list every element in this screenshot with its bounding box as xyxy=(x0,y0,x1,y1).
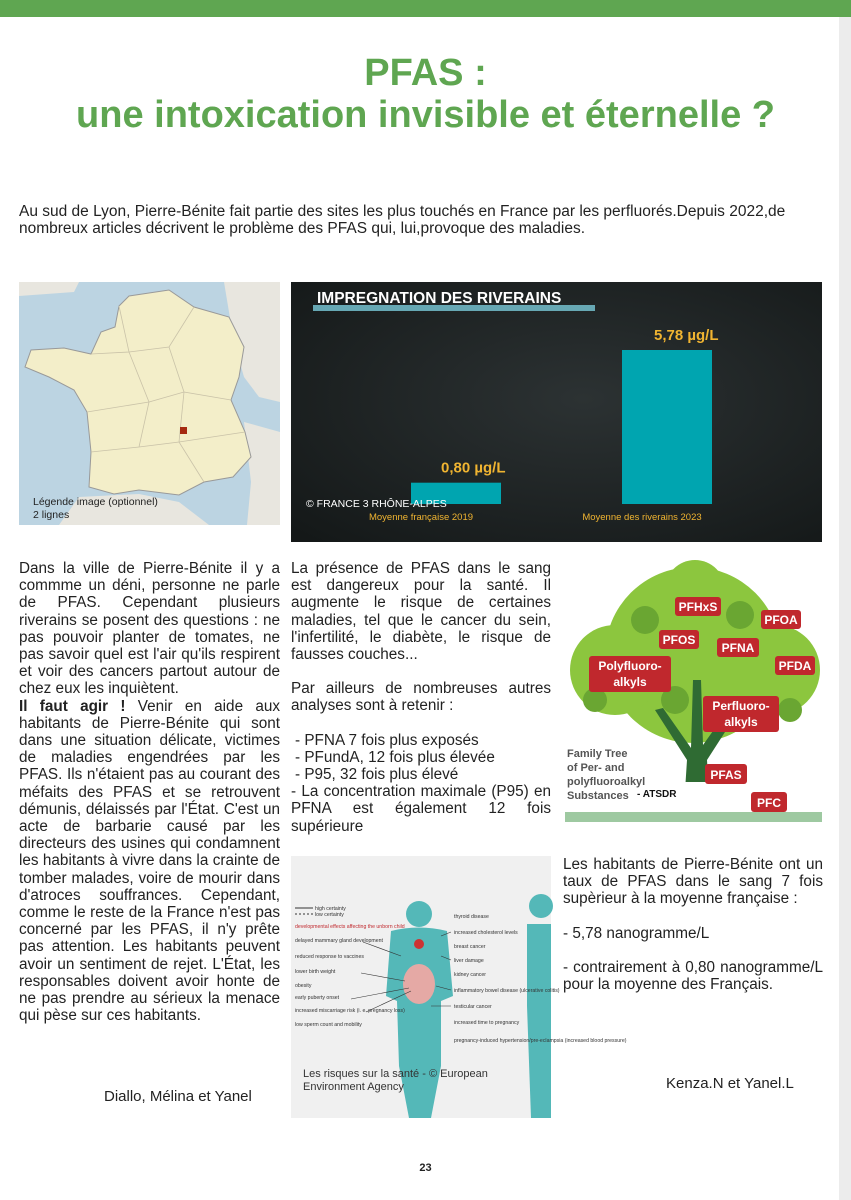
risk-label-right: increased cholesterol levels xyxy=(454,930,518,936)
risk-label-left: developmental effects affecting the unborn child xyxy=(295,924,405,930)
risk-label-right: increased time to pregnancy xyxy=(454,1020,520,1026)
title-line-2: une intoxication invisible et éternelle ? xyxy=(76,94,775,136)
tree-label: PFDA xyxy=(778,659,812,673)
tree-label: PFOS xyxy=(662,633,696,647)
france-map-image xyxy=(19,282,280,525)
legend-low-certainty: low certainty xyxy=(315,912,344,918)
tree-label: PFNA xyxy=(721,641,755,655)
analysis-list xyxy=(291,732,551,784)
risk-label-left: early puberty onset xyxy=(295,995,340,1001)
impregnation-chart xyxy=(291,282,822,542)
family-tree-graphic xyxy=(565,560,822,822)
risk-label-right: thyroid disease xyxy=(454,914,489,920)
health-figure-caption: Les risques sur la santé - © European Environment Agency xyxy=(303,1068,488,1093)
risk-label-left: obesity xyxy=(295,983,312,989)
tree-caption-line: polyfluoroalkyl xyxy=(567,776,646,788)
col1-paragraph-1: Dans la ville de Pierre-Bénite il y a commme un déni, personne ne parle de PFAS. Cependant plusieurs riverains se posent des questions : ne pas pouvoir planter de tomates, ne pas savoir quel est l'air qu'ils respirent et voir des cancers partout autour de chez eux les inquiètent. xyxy=(19,560,280,698)
risk-label-right: testicular cancer xyxy=(454,1004,492,1010)
col1-paragraph-2 xyxy=(19,698,280,1025)
health-risks-figure xyxy=(291,856,627,1118)
tree-caption-line: Substances xyxy=(567,790,629,802)
list-item: - P95, 32 fois plus élevé xyxy=(295,766,459,784)
tree-credit: - ATSDR xyxy=(637,789,677,800)
col3-paragraph-1: Les habitants de Pierre-Bénite ont un taux de PFAS dans le sang 7 fois supèrieur à la moyenne française : xyxy=(563,856,823,908)
risk-label-left: delayed mammary gland development xyxy=(295,938,383,944)
tree-label: PFHxS xyxy=(678,600,718,614)
chart-title: IMPREGNATION DES RIVERAINS xyxy=(317,290,562,307)
tree-caption-line: Family Tree xyxy=(567,748,628,760)
pfas-family-tree-image xyxy=(565,560,822,822)
tree-caption-line: of Per- and xyxy=(567,762,625,774)
col2-paragraph-2: Par ailleurs de nombreuses autres analyses sont à retenir : xyxy=(291,680,551,715)
tree-label: Perfluoro- xyxy=(712,699,770,713)
risk-label-left: low sperm count and mobility xyxy=(295,1022,362,1028)
risk-label-left: lower birth weight xyxy=(295,969,336,975)
call-to-action-bold: Il faut agir ! xyxy=(19,697,126,715)
health-risks-graphic xyxy=(291,856,627,1118)
chart-category-label: Moyenne française 2019 xyxy=(368,512,474,523)
map-caption-line-1: Légende image (optionnel) xyxy=(33,496,158,508)
tree-label: alkyls xyxy=(724,715,758,729)
tree-label: alkyls xyxy=(613,675,647,689)
tree-label: PFAS xyxy=(710,768,742,782)
page-edge-shadow xyxy=(839,17,851,1200)
france-map-graphic xyxy=(19,282,280,525)
risk-label-right: liver damage xyxy=(454,958,484,964)
risk-label-left: reduced response to vaccines xyxy=(295,954,364,960)
column-1-text xyxy=(19,560,280,1024)
page-number: 23 xyxy=(419,1162,432,1174)
list-item: - La concentration maximale (P95) en PFNA est également 12 fois supérieure xyxy=(291,783,551,835)
tree-label: PFC xyxy=(757,796,781,810)
chart-bar xyxy=(622,350,712,504)
risk-label-right: inflammatory bowel disease (ulcerative colitis) xyxy=(454,988,560,994)
map-caption-line-2: 2 lignes xyxy=(33,509,70,521)
intro-paragraph: Au sud de Lyon, Pierre-Bénite fait partie des sites les plus touchés en France par les perfluorés.Depuis 2022,de nombreux articles décrivent le problème des PFAS qui, lui,provoque des maladies. xyxy=(19,203,786,237)
col2-paragraph-1: La présence de PFAS dans le sang est dangereux pour la santé. Il augmente le risque de certaines maladies, tel que le cancer du sein, l'infertilité, le diabète, le risque de fausses couches... xyxy=(291,560,551,664)
col3-paragraph-2: - 5,78 nanogramme/L xyxy=(563,924,710,942)
legend-high-certainty: high certainty xyxy=(315,906,346,912)
column-3-text xyxy=(563,856,823,993)
chart-credit: © FRANCE 3 RHÔNE-ALPES xyxy=(306,498,447,510)
chart-value-label: 5,78 µg/L xyxy=(654,327,719,344)
risk-label-right: kidney cancer xyxy=(454,972,487,978)
signature-authors-1: Diallo, Mélina et Yanel xyxy=(104,1088,252,1105)
title-line-1: PFAS : xyxy=(364,52,487,94)
top-green-bar xyxy=(0,0,851,17)
chart-canvas xyxy=(291,282,822,542)
column-2-text xyxy=(291,560,551,835)
map-caption xyxy=(33,496,158,522)
risk-label-right: breast cancer xyxy=(454,944,486,950)
risk-label-right: pregnancy-induced hypertension/pre-eclampsia (increased blood pressure) xyxy=(454,1038,627,1044)
chart-value-label: 0,80 µg/L xyxy=(441,459,506,477)
col1-paragraph-2-text: Venir en aide aux habitants de Pierre-Bénite qui sont dans une situation délicate, victimes de maladies engendrées par les PFAS. Ils n'étaient pas au courant des méfaits des PFAS et se retrouvent démunis, délaissés par l'État. C'est un acte de barbarie causé par les directeurs des usines qui condamnent les habitants à vivre dans la crainte de tomber malades, voire de mourir dans d'atroces souffrances. Cependant, comme le reste de la France n'est pas concerné par les PFAS, il n'y prête pas attention. Les habitants peuvent avoir un sentiment de rejet. L'État, les responsables doivent avoir honte de ne pas prendre au sérieux la menace qui pèse sur ces habitants. xyxy=(19,697,281,1025)
list-item: - PFundA, 12 fois plus élevée xyxy=(295,748,495,766)
chart-category-label: Moyenne des riverains 2023 xyxy=(582,512,702,523)
tree-label: PFOA xyxy=(764,613,798,627)
risk-label-left: increased miscarriage risk (i. e. pregnancy loss) xyxy=(295,1008,405,1014)
signature-authors-2: Kenza.N et Yanel.L xyxy=(666,1075,794,1092)
list-item: - PFNA 7 fois plus exposés xyxy=(295,731,479,749)
tree-label: Polyfluoro- xyxy=(598,659,662,673)
col3-paragraph-3: - contrairement à 0,80 nanogramme/L pour la moyenne des Français. xyxy=(563,958,823,994)
article-title xyxy=(0,52,851,136)
